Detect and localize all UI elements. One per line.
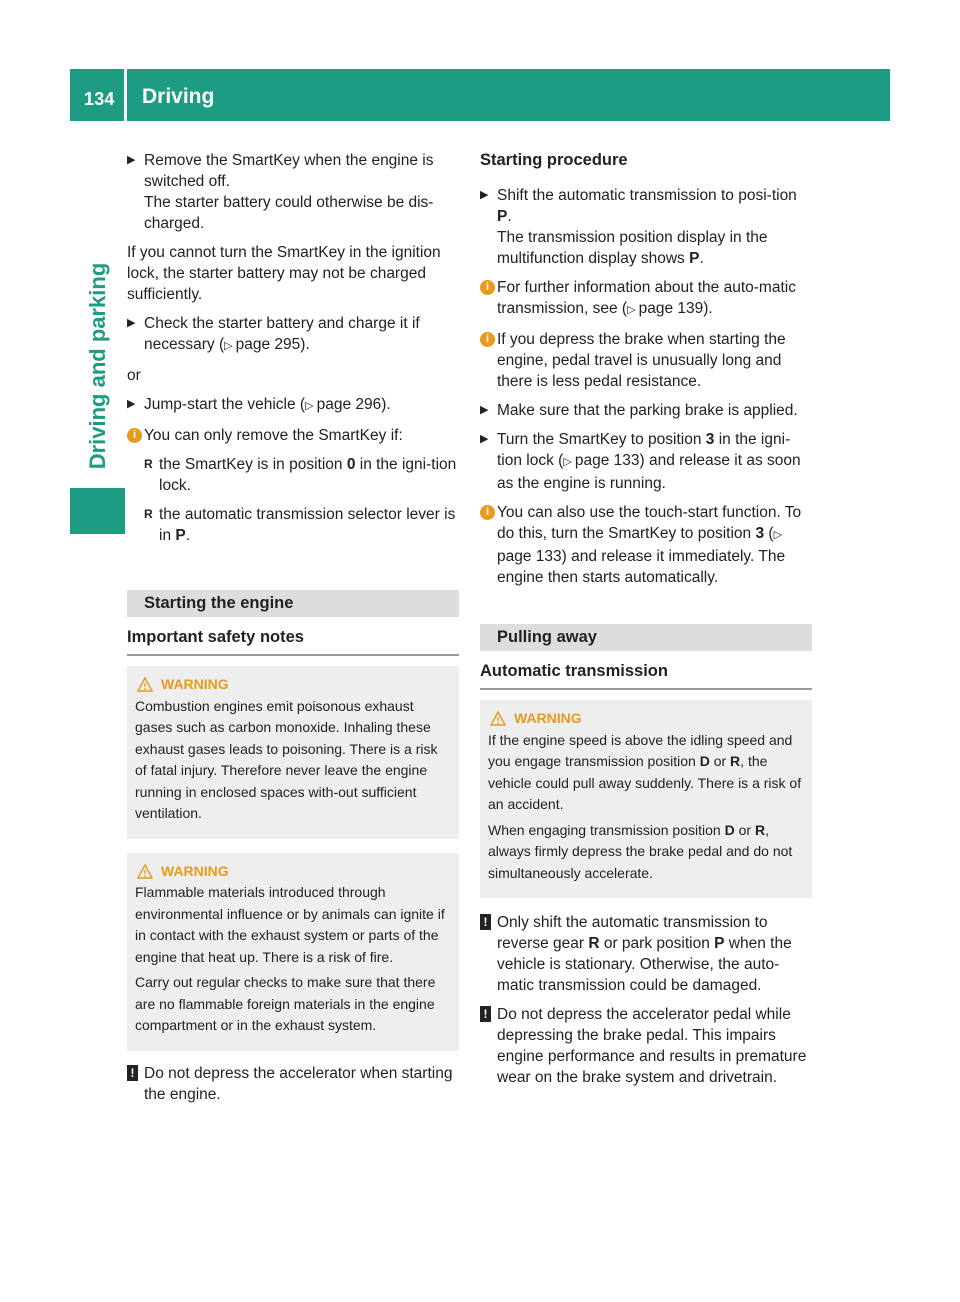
arrow-icon: ▶ <box>127 317 136 329</box>
warning-text: Combustion engines emit poisonous exhaust gases such as carbon monoxide. Inhaling these exhaust gases leads to poisoning. There is a risk of fatal injury. Therefore never leave the engine running in enclosed spaces with-out sufficient ventilation. <box>135 697 438 821</box>
left-column <box>127 150 459 1113</box>
info-icon: i <box>480 280 495 295</box>
list-item: ▶ Make sure that the parking brake is applied. <box>480 402 798 419</box>
arrow-icon: ▶ <box>127 154 136 166</box>
info-note: i You can also use the touch-start function. To do this, turn the SmartKey to position 3 (▷ page 133) and release it immediately. The engine then starts automatically. <box>480 502 812 588</box>
warning-icon <box>137 864 153 879</box>
list-item: ▶ Remove the SmartKey when the engine is switched off. The starter battery could otherwise be dis-charged. <box>127 152 434 232</box>
page-ref-icon: ▷ <box>773 529 783 541</box>
warning-text: If the engine speed is above the idling speed and you engage transmission position D or R, the vehicle could pull away suddenly. There is a risk of an accident. <box>488 731 802 812</box>
warning-title: WARNING <box>137 674 451 696</box>
warning-icon <box>137 677 153 692</box>
page-ref-icon: ▷ <box>563 456 575 468</box>
arrow-icon: ▶ <box>480 433 489 445</box>
sub-heading: Starting procedure <box>480 151 628 169</box>
arrow-icon: ▶ <box>127 398 136 410</box>
info-note: i You can only remove the SmartKey if: <box>127 425 459 446</box>
list-item: ▶ Shift the automatic transmission to posi-tion P. The transmission position display in the multifunction display shows P. <box>480 187 797 267</box>
list-item: ▶ Jump-start the vehicle (▷ page 296). <box>127 396 391 413</box>
page-ref-icon: ▷ <box>305 400 317 412</box>
arrow-icon: ▶ <box>480 189 489 201</box>
section-title: Driving <box>142 85 215 108</box>
bullet-item: R the automatic transmission selector lever is in P. <box>144 506 456 544</box>
list-item: ▶ Check the starter battery and charge it if necessary (▷ page 295). <box>127 315 420 353</box>
info-icon: i <box>480 505 495 520</box>
exclamation-icon: ! <box>480 914 491 930</box>
side-tab-label: Driving and parking <box>85 262 110 470</box>
sub-heading: Automatic transmission <box>480 661 812 690</box>
bullet-icon: R <box>144 457 153 471</box>
warning-box <box>127 666 459 839</box>
page-ref-link[interactable]: page 139 <box>638 300 704 317</box>
warning-text: Flammable materials introduced through environmental influence or by animals can ignite if in contact with the exhaust system or parts of the engine that heat up. There is a risk of fire. <box>135 884 445 965</box>
page-ref-link[interactable]: page 296 <box>316 396 382 413</box>
warning-box <box>480 700 812 898</box>
arrow-icon: ▶ <box>480 404 489 416</box>
exclamation-icon: ! <box>480 1006 491 1022</box>
warning-box <box>127 853 459 1051</box>
warning-title: WARNING <box>490 708 804 730</box>
header-separator <box>124 69 127 121</box>
page-ref-link[interactable]: page 295 <box>235 336 301 353</box>
warning-title: WARNING <box>137 861 451 883</box>
info-icon: i <box>127 428 142 443</box>
sub-heading: Important safety notes <box>127 627 459 656</box>
bullet-item: R the SmartKey is in position 0 in the igni-tion lock. <box>144 456 457 494</box>
warning-text: When engaging transmission position D or R, always firmly depress the brake pedal and do not simultaneously accelerate. <box>488 821 793 881</box>
bullet-icon: R <box>144 507 153 521</box>
page-ref-icon: ▷ <box>627 304 639 316</box>
page-ref-icon: ▷ <box>224 340 236 352</box>
section-heading: Pulling away <box>480 624 812 651</box>
side-tab-marker <box>70 488 125 534</box>
warning-text: Carry out regular checks to make sure that there are no flammable foreign materials in the engine compartment or in the exhaust system. <box>135 974 436 1033</box>
info-icon: i <box>480 332 495 347</box>
page-number: 134 <box>84 89 115 109</box>
info-note: i For further information about the auto-matic transmission, see (▷ page 139). <box>480 277 812 321</box>
page-ref-link[interactable]: page 133 <box>574 452 640 469</box>
section-heading: Starting the engine <box>127 590 459 617</box>
caution-note: ! Do not depress the accelerator pedal while depressing the brake pedal. This impairs engine performance and results in premature wear on the brake system and drivetrain. <box>480 1004 812 1088</box>
page-ref-link[interactable]: page 133 <box>497 548 562 565</box>
info-note: i If you depress the brake when starting the engine, pedal travel is unusually long and there is less pedal resistance. <box>480 329 812 392</box>
right-column <box>480 150 812 1096</box>
list-item: ▶ Turn the SmartKey to position 3 in the igni-tion lock (▷ page 133) and release it as soon as the engine is running. <box>480 431 801 492</box>
header-bar <box>70 69 890 121</box>
exclamation-icon: ! <box>127 1065 138 1081</box>
or-text: or <box>127 367 141 384</box>
caution-note: ! Only shift the automatic transmission to reverse gear R or park position P when the vehicle is stationary. Otherwise, the auto-matic transmission could be damaged. <box>480 912 812 996</box>
caution-note: ! Do not depress the accelerator when starting the engine. <box>127 1063 459 1105</box>
paragraph: If you cannot turn the SmartKey in the ignition lock, the starter battery may not be charged sufficiently. <box>127 244 441 303</box>
warning-icon <box>490 711 506 726</box>
